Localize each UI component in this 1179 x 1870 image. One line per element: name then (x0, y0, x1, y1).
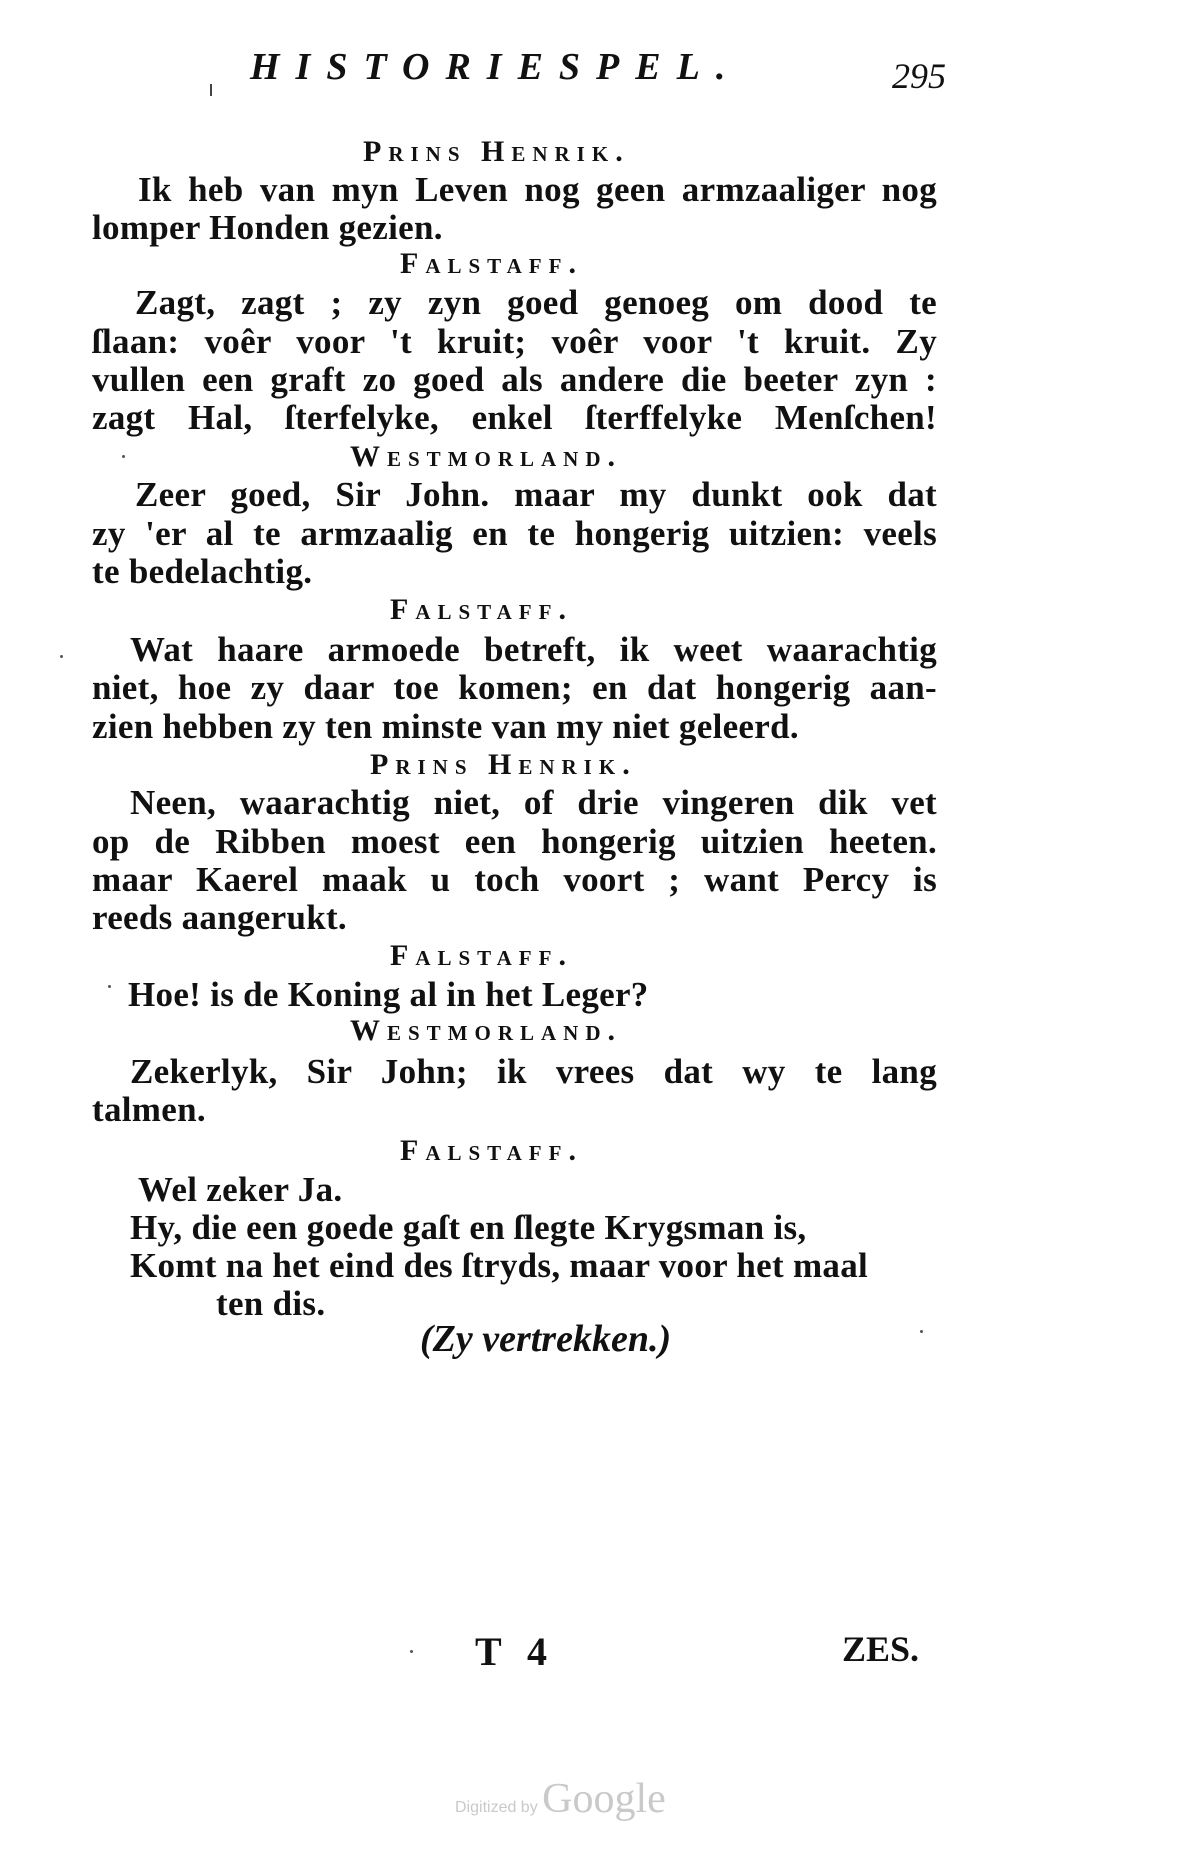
speaker-heading: Prins Henrik. (363, 135, 630, 168)
text-line: Zekerlyk, Sir John; ik vrees dat wy te lang (130, 1052, 937, 1091)
text-line: vullen een graft zo goed als andere die beeter zyn : (92, 360, 937, 399)
catchword: ZES. (842, 1629, 920, 1669)
verse-line: Wel zeker Ja. (138, 1170, 343, 1209)
stage-direction: (Zy vertrekken.) (420, 1318, 672, 1360)
speaker-heading: Prins Henrik. (370, 748, 637, 781)
verse-line: ten dis. (216, 1284, 326, 1323)
text-line: ſlaan: voêr voor 't kruit; voêr voor 't kruit. Zy (92, 322, 937, 361)
text-line: maar Kaerel maak u toch voort ; want Percy is (92, 860, 937, 899)
speaker-heading: Falstaff. (400, 1134, 583, 1167)
google-logo: Google (542, 1776, 666, 1822)
ink-speck (60, 655, 63, 658)
text-line: Ik heb van myn Leven nog geen armzaaliger nog (138, 170, 937, 209)
ink-speck (122, 455, 125, 458)
text-line: te bedelachtig. (92, 552, 313, 591)
text-line: zy 'er al te armzaalig en te hongerig uitzien: veels (92, 514, 937, 553)
text-line: zagt Hal, ſterfelyke, enkel ſterffelyke Menſchen! (92, 398, 937, 437)
text-line: Wat haare armoede betreft, ik weet waarachtig (130, 630, 937, 669)
ink-speck (410, 1650, 413, 1653)
verse-line: Komt na het eind des ſtryds, maar voor het maal (130, 1246, 869, 1285)
text-line: zien hebben zy ten minste van my niet geleerd. (92, 707, 799, 746)
verse-line: Hy, die een goede gaſt en ſlegte Krygsman is, (130, 1208, 807, 1247)
text-line: niet, hoe zy daar toe komen; en dat hongerig aan- (92, 668, 937, 707)
text-line: reeds aangerukt. (92, 898, 347, 937)
text-line: Zagt, zagt ; zy zyn goed genoeg om dood te (135, 283, 937, 322)
speaker-heading: Falstaff. (400, 247, 583, 280)
watermark-prefix: Digitized by (455, 1799, 538, 1816)
print-mark (210, 84, 212, 96)
speaker-heading: Westmorland. (350, 440, 623, 473)
text-line: talmen. (92, 1090, 206, 1129)
text-line: Hoe! is de Koning al in het Leger? (128, 975, 649, 1014)
ink-speck (108, 985, 111, 988)
speaker-heading: Westmorland. (350, 1014, 623, 1047)
ink-speck (920, 1330, 923, 1333)
speaker-heading: Falstaff. (390, 939, 573, 972)
signature-mark: T 4 (475, 1629, 555, 1674)
text-line: op de Ribben moest een hongerig uitzien heeten. (92, 822, 937, 861)
digitized-watermark (455, 1775, 666, 1823)
page-number: 295 (892, 56, 946, 96)
text-line: Neen, waarachtig niet, of drie vingeren dik vet (130, 783, 937, 822)
text-line: Zeer goed, Sir John. maar my dunkt ook dat (135, 475, 937, 514)
speaker-heading: Falstaff. (390, 593, 573, 626)
running-header: HISTORIESPEL. (250, 46, 742, 88)
text-line: lomper Honden gezien. (92, 208, 443, 247)
